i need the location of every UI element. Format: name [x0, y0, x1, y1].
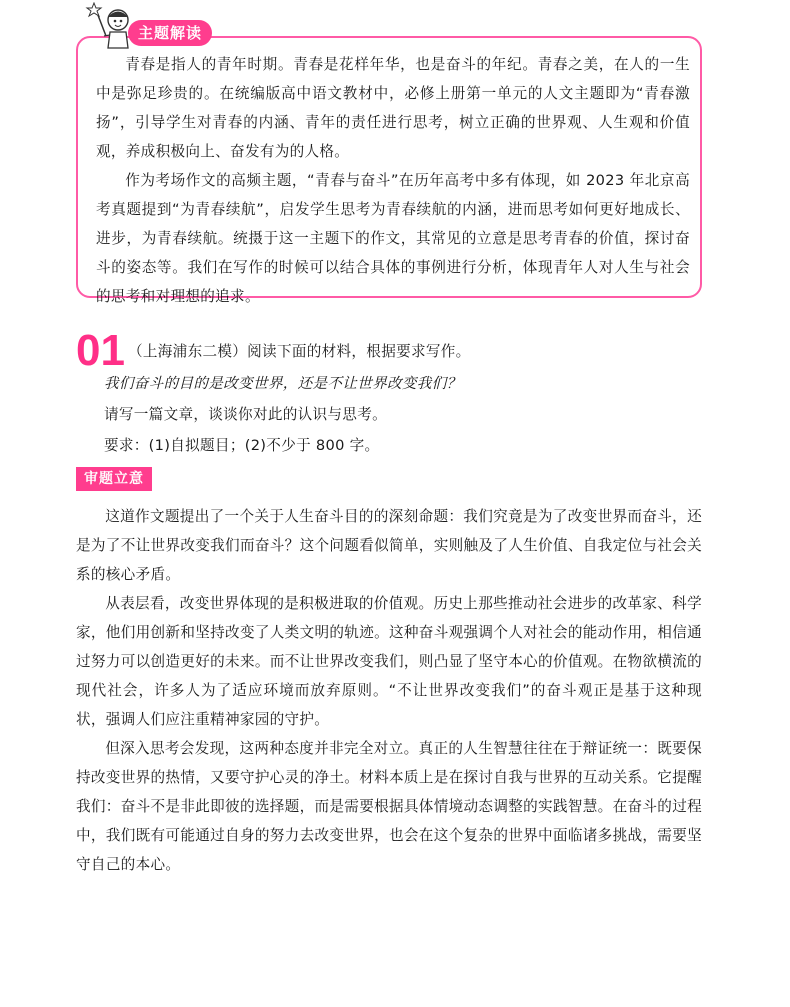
question-number: 01 [76, 326, 125, 375]
question-quote: 我们奋斗的目的是改变世界，还是不让世界改变我们？ [104, 375, 462, 392]
analysis-paragraph-1: 这道作文题提出了一个关于人生奋斗目的的深刻命题：我们究竟是为了改变世界而奋斗，还是为了不让世界改变我们而奋斗？这个问题看似简单，实则触及了人生价值、自我定位与社会关系的核心矛盾。 [76, 508, 702, 583]
analysis-badge: 审题立意 [76, 467, 152, 491]
analysis-paragraph-3: 但深入思考会发现，这两种态度并非完全对立。真正的人生智慧往往在于辩证统一：既要保持改变世界的热情，又要守护心灵的净土。材料本质上是在探讨自我与世界的互动关系。它提醒我们：奋斗不是非此即彼的选择题，而是需要根据具体情境动态调整的实践智慧。在奋斗的过程中，我们既有可能通过自身的努力去改变世界，也会在这个复杂的世界中面临诸多挑战，需要坚守自己的本心。 [76, 740, 702, 873]
analysis-paragraph-2: 从表层看，改变世界体现的是积极进取的价值观。历史上那些推动社会进步的改革家、科学家，他们用创新和坚持改变了人类文明的轨迹。这种奋斗观强调个人对社会的能动作用，相信通过努力可以创造更好的未来。而不让世界改变我们，则凸显了坚守本心的价值观。在物欲横流的现代社会，许多人为了适应环境而放弃原则。“不让世界改变我们”的奋斗观正是基于这种现状，强调人们应注重精神家园的守护。 [76, 595, 702, 728]
question-task: 请写一篇文章，谈谈你对此的认识与思考。 [104, 406, 387, 423]
question-source: （上海浦东二模）阅读下面的材料，根据要求写作。 [128, 343, 471, 360]
theme-badge: 主题解读 [128, 20, 212, 46]
cartoon-kid-with-magic-wand-icon [84, 2, 136, 50]
theme-paragraph-1: 青春是指人的青年时期。青春是花样年华，也是奋斗的年纪。青春之美，在人的一生中是弥足珍贵的。在统编版高中语文教材中，必修上册第一单元的人文主题即为“青春激扬”，引导学生对青春的内涵、青年的责任进行思考，树立正确的世界观、人生观和价值观，养成积极向上、奋发有为的人格。 [96, 56, 690, 160]
question-requirement: 要求：(1)自拟题目；(2)不少于 800 字。 [104, 437, 380, 454]
theme-paragraph-2: 作为考场作文的高频主题，“青春与奋斗”在历年高考中多有体现，如 2023 年北京高考真题提到“为青春续航”，启发学生思考为青春续航的内涵，进而思考如何更好地成长、进步，为青春续航。统摄于这一主题下的作文，其常见的立意是思考青春的价值，探讨奋斗的姿态等。我们在写作的时候可以结合具体的事例进行分析，体现青年人对人生与社会的思考和对理想的追求。 [96, 172, 690, 305]
